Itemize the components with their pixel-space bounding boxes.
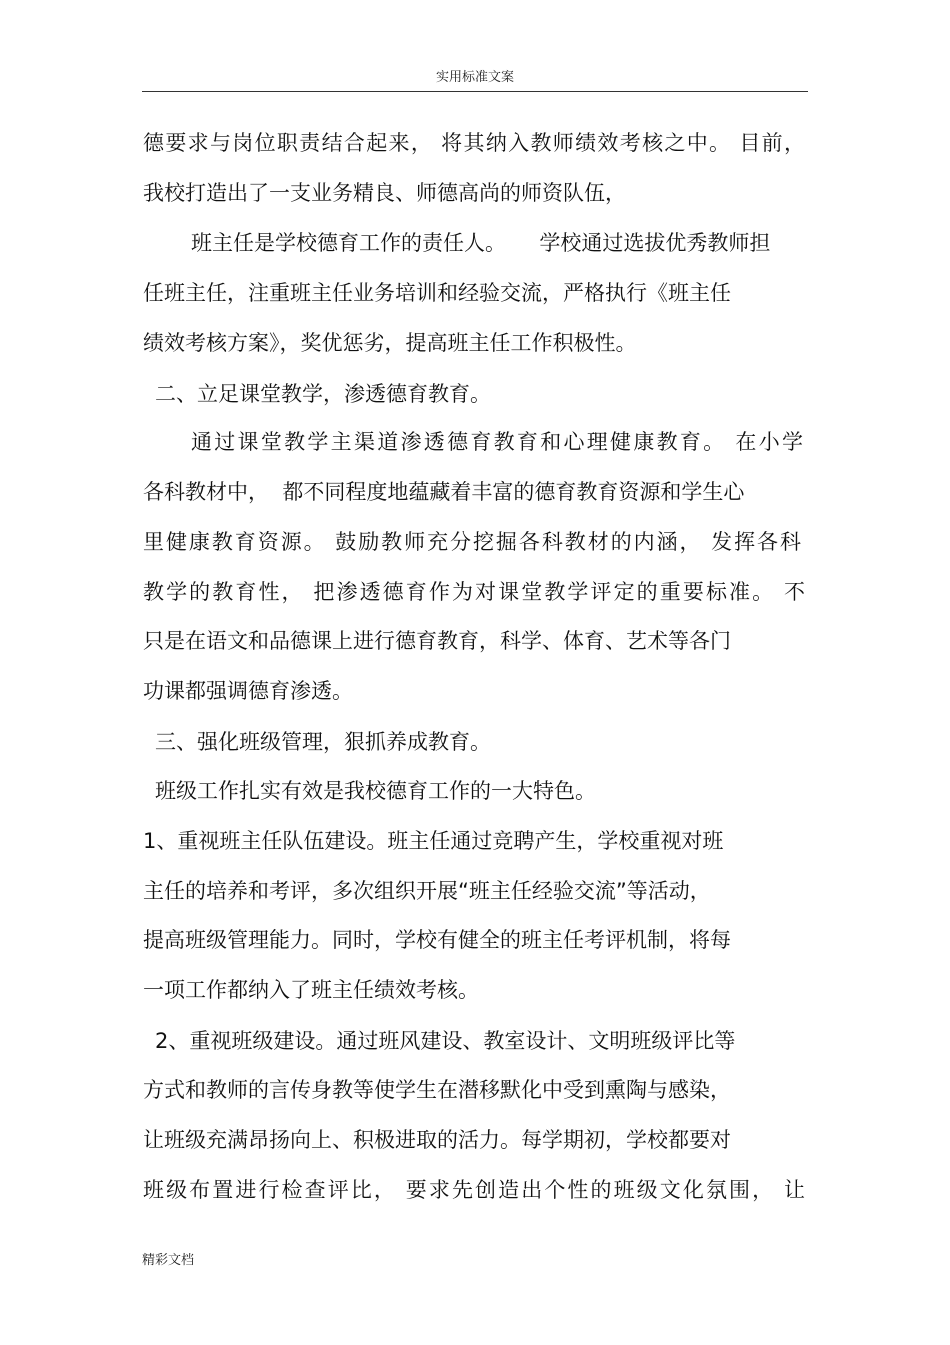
- body-line: 通过课堂教学主渠道渗透德育教育和心理健康教育。 在小学: [191, 430, 803, 454]
- header-divider: [142, 91, 808, 92]
- body-line: 各科教材中， 都不同程度地蕴藏着丰富的德育教育资源和学生心: [143, 480, 745, 504]
- body-line: 让班级充满昂扬向上、积极进取的活力。每学期初，学校都要对: [143, 1128, 731, 1152]
- section-heading: 三、强化班级管理，狠抓养成教育。: [155, 730, 491, 754]
- body-line: 班级布置进行检查评比， 要求先创造出个性的班级文化氛围， 让: [143, 1178, 805, 1202]
- body-line: 德要求与岗位职责结合起来， 将其纳入教师绩效考核之中。 目前，: [143, 131, 805, 155]
- page-footer: 精彩文档: [142, 1253, 195, 1268]
- body-line: 1、重视班主任队伍建设。班主任通过竞聘产生，学校重视对班: [143, 829, 724, 853]
- section-heading: 二、立足课堂教学，渗透德育教育。: [155, 382, 491, 406]
- body-line: 任班主任，注重班主任业务培训和经验交流，严格执行《班主任: [143, 281, 731, 305]
- body-line: 只是在语文和品德课上进行德育教育，科学、体育、艺术等各门: [143, 629, 731, 653]
- body-line: 班主任是学校德育工作的责任人。 学校通过选拔优秀教师担: [191, 231, 771, 255]
- body-line: 提高班级管理能力。同时，学校有健全的班主任考评机制，将每: [143, 928, 731, 952]
- body-line: 一项工作都纳入了班主任绩效考核。: [143, 978, 479, 1002]
- body-line: 班级工作扎实有效是我校德育工作的一大特色。: [155, 779, 596, 803]
- body-line: 里健康教育资源。 鼓励教师充分挖掘各科教材的内涵， 发挥各科: [143, 530, 801, 554]
- body-line: 教学的教育性， 把渗透德育作为对课堂教学评定的重要标准。 不: [143, 580, 805, 604]
- body-line: 方式和教师的言传身教等使学生在潜移默化中受到熏陶与感染，: [143, 1078, 731, 1102]
- body-line: 功课都强调德育渗透。: [143, 679, 353, 703]
- body-line: 绩效考核方案》，奖优惩劣，提高班主任工作积极性。: [143, 331, 637, 355]
- page-header: 实用标准文案: [435, 70, 514, 85]
- body-line: 2、重视班级建设。通过班风建设、教室设计、文明班级评比等: [155, 1029, 736, 1053]
- body-line: 我校打造出了一支业务精良、师德高尚的师资队伍，: [143, 181, 626, 205]
- body-line: 主任的培养和考评，多次组织开展“班主任经验交流”等活动，: [143, 879, 711, 903]
